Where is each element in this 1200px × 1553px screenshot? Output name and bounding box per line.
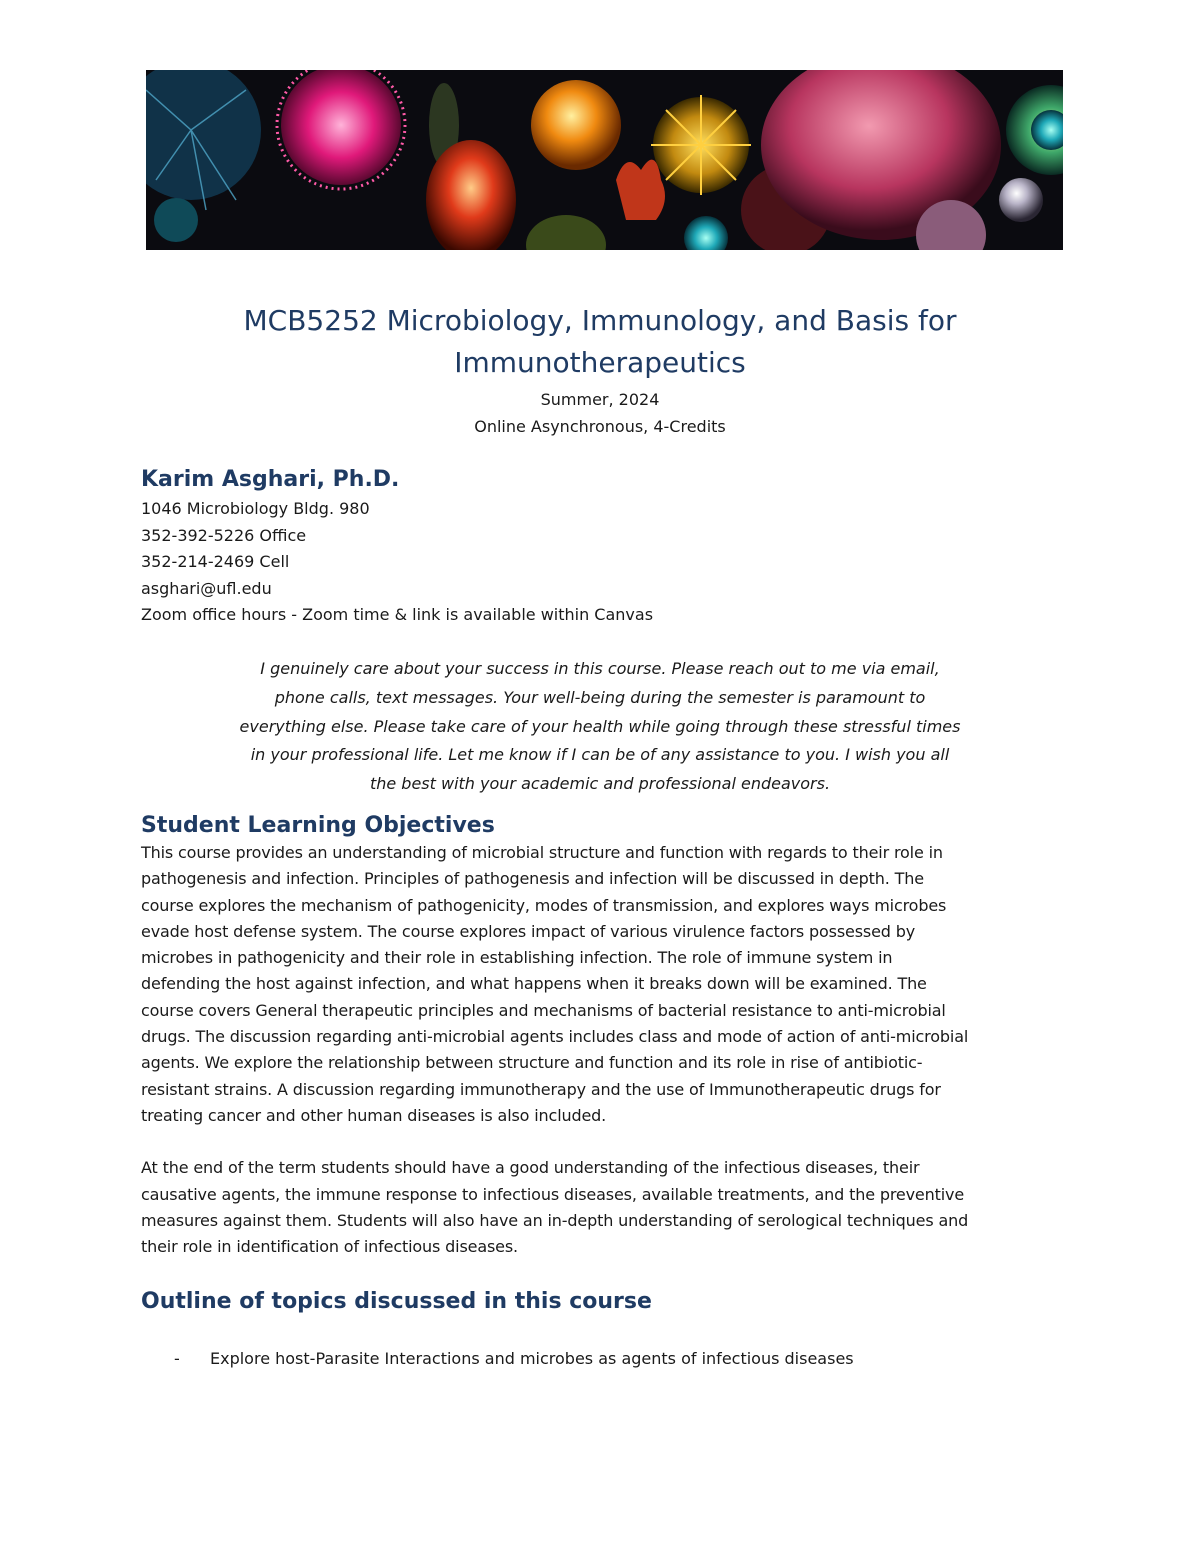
instructor-email[interactable]: asghari@ufl.edu — [141, 578, 272, 598]
paragraph-line: microbes in pathogenicity and their role in establishing infection. The role of immune system in — [141, 948, 893, 968]
course-header — [0, 300, 1200, 440]
message-line: everything else. Please take care of your health while going through these stressful times — [239, 716, 961, 736]
paragraph-line: causative agents, the immune response to infectious diseases, available treatments, and the preventive — [141, 1184, 965, 1204]
paragraph-line: defending the host against infection, and what happens when it breaks down will be examined. The — [141, 974, 927, 994]
course-title-line1: MCB5252 Microbiology, Immunology, and Basis for — [243, 304, 957, 337]
paragraph-line: pathogenesis and infection. Principles of pathogenesis and infection will be discussed in depth. The — [141, 869, 924, 889]
course-title-line2: Immunotherapeutics — [454, 346, 746, 379]
course-term: Summer, 2024 — [540, 390, 660, 409]
paragraph-line: agents. We explore the relationship between structure and function and its role in rise of antibiotic- — [141, 1053, 923, 1073]
instructor-office-phone: 352-392-5226 Office — [141, 525, 307, 545]
message-line: the best with your academic and professional endeavors. — [369, 774, 831, 794]
paragraph-line: course explores the mechanism of pathogenicity, modes of transmission, and explores ways microbes — [141, 895, 947, 915]
message-line: I genuinely care about your success in this course. Please reach out to me via email, — [260, 659, 940, 678]
outline-heading: Outline of topics discussed in this course — [141, 1289, 652, 1314]
message-line: phone calls, text messages. Your well-being during the semester is paramount to — [274, 687, 926, 707]
course-format: Online Asynchronous, 4-Credits — [474, 417, 726, 436]
bullet-marker: - — [174, 1349, 180, 1368]
instructor-info — [141, 466, 1061, 629]
paragraph-line: At the end of the term students should have a good understanding of the infectious diseases, their — [141, 1158, 920, 1178]
paragraph-line: drugs. The discussion regarding anti-microbial agents includes class and mode of action of anti-microbial — [141, 1027, 969, 1047]
objectives-paragraph-2 — [141, 1155, 1061, 1260]
paragraph-line: their role in identification of infectious diseases. — [141, 1237, 518, 1257]
paragraph-line: course covers General therapeutic principles and mechanisms of bacterial resistance to anti-microbial — [141, 1000, 946, 1020]
objectives-paragraph-1 — [141, 840, 1061, 1129]
objectives-section — [141, 812, 1061, 1260]
paragraph-line: This course provides an understanding of microbial structure and function with regards to their role in — [141, 843, 943, 862]
outline-section — [141, 1288, 1061, 1316]
paragraph-line: treating cancer and other human diseases is also included. — [141, 1105, 607, 1125]
message-line: in your professional life. Let me know if I can be of any assistance to you. I wish you all — [250, 745, 950, 765]
paragraph-line: measures against them. Students will also have an in-depth understanding of serological techniques and — [141, 1210, 969, 1230]
list-item — [174, 1346, 854, 1372]
instructor-office-hours: Zoom office hours - Zoom time & link is available within Canvas — [141, 605, 654, 624]
paragraph-line: resistant strains. A discussion regarding immunotherapy and the use of Immunotherapeutic drugs for — [141, 1079, 941, 1099]
objectives-heading: Student Learning Objectives — [141, 813, 495, 838]
instructor-cell-phone: 352-214-2469 Cell — [141, 552, 290, 571]
instructor-name: Karim Asghari, Ph.D. — [141, 467, 400, 492]
instructor-office: 1046 Microbiology Bldg. 980 — [141, 499, 370, 518]
microbes-banner-image — [146, 70, 1063, 250]
instructor-message — [200, 655, 1000, 799]
list-item-text: Explore host-Parasite Interactions and microbes as agents of infectious diseases — [210, 1349, 854, 1368]
paragraph-line: evade host defense system. The course explores impact of various virulence factors possessed by — [141, 921, 916, 941]
